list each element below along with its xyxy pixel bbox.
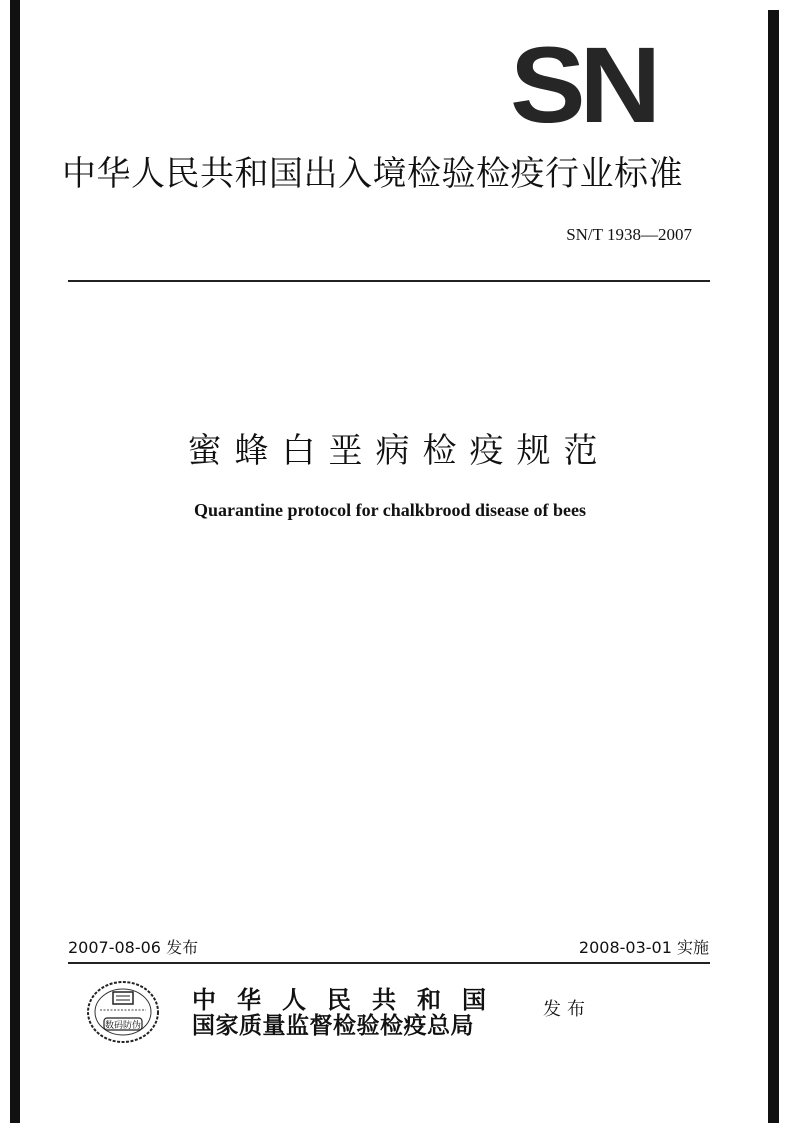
industry-standard-title: 中华人民共和国出入境检验检疫行业标准 (62, 154, 683, 194)
seal-text: 数码防伪 (104, 1021, 142, 1031)
publisher-country: 中华人民共和国 (192, 985, 507, 1014)
publisher-agency: 国家质量监督检验检疫总局 (192, 1012, 474, 1039)
left-scan-edge (10, 0, 20, 1123)
header-rule (68, 280, 710, 282)
document-title-english: Quarantine protocol for chalkbrood disease of bees (193, 500, 586, 520)
sn-logo: SN (510, 24, 655, 145)
document-title-chinese: 蜜蜂白垩病检疫规范 (187, 431, 611, 471)
standard-number: SN/T 1938—2007 (566, 225, 692, 244)
issue-date: 2007-08-06 发布 (68, 938, 199, 957)
publish-label: 发布 (543, 999, 591, 1020)
footer-rule (68, 962, 710, 964)
anti-counterfeit-seal-icon (86, 980, 160, 1044)
effective-date: 2008-03-01 实施 (578, 938, 709, 957)
right-scan-edge (768, 10, 779, 1123)
